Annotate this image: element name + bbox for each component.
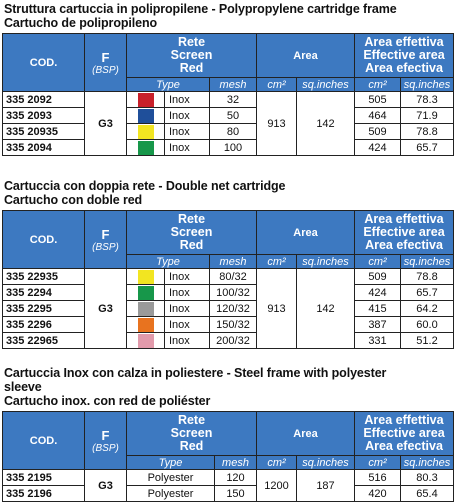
- color-swatch: [127, 269, 165, 285]
- header-cod: COD.: [3, 412, 85, 470]
- header-rete: [127, 34, 257, 78]
- header-rete-es: Red: [179, 61, 204, 75]
- header-f-label: F: [101, 226, 110, 242]
- product-code: 335 2196: [3, 486, 85, 502]
- header-bsp: (BSP): [92, 241, 119, 253]
- color-swatch: [127, 333, 165, 349]
- eff-area-cm2: 516: [355, 470, 401, 486]
- mesh-value: 120: [215, 470, 257, 486]
- header-cm2: cm²: [257, 255, 297, 269]
- header-type: Type: [127, 255, 210, 269]
- eff-area-cm2: 509: [355, 269, 401, 285]
- eff-area-cm2: 387: [355, 317, 401, 333]
- product-code: 335 2294: [3, 285, 85, 301]
- screen-type: Inox: [165, 285, 210, 301]
- header-type: Type: [127, 78, 210, 92]
- product-code: 335 2195: [3, 470, 85, 486]
- header-bsp: (BSP): [92, 64, 119, 76]
- color-swatch-fill: [138, 141, 154, 155]
- area-cm2: 913: [257, 269, 297, 349]
- header-area-eff: [355, 412, 454, 456]
- header-eff-cm2: cm²: [355, 78, 401, 92]
- header-eff-cm2: cm²: [355, 255, 401, 269]
- header-area-eff-it: Area effettiva: [364, 35, 444, 49]
- header-eff-sqin: sq.inches: [401, 456, 454, 470]
- table-row: [3, 269, 454, 285]
- section-title-line2: Cartucho de polipropileno: [4, 16, 158, 30]
- color-swatch-fill: [138, 318, 154, 332]
- header-area-eff-es: Area efectiva: [365, 61, 443, 75]
- header-area-eff-it: Area effettiva: [364, 212, 444, 226]
- header-rete-it: Rete: [177, 35, 206, 49]
- header-area-eff-es: Area efectiva: [365, 238, 443, 252]
- thread-size: G3: [85, 92, 127, 156]
- table-row: [3, 124, 454, 140]
- header-eff-sqin: sq.inches: [401, 255, 454, 269]
- header-area-eff: [355, 211, 454, 255]
- header-area-eff-en: Effective area: [363, 225, 445, 239]
- screen-type: Inox: [165, 333, 210, 349]
- product-code: 335 2094: [3, 140, 85, 156]
- color-swatch-fill: [138, 302, 154, 316]
- header-area-eff-en: Effective area: [363, 48, 445, 62]
- area-cm2: 913: [257, 92, 297, 156]
- color-swatch-fill: [138, 270, 154, 284]
- mesh-value: 50: [210, 108, 257, 124]
- thread-size: G3: [85, 470, 127, 502]
- color-swatch: [127, 285, 165, 301]
- cartridge-table: [2, 210, 454, 349]
- mesh-value: 80: [210, 124, 257, 140]
- header-rete-it: Rete: [177, 413, 206, 427]
- eff-area-cm2: 420: [355, 486, 401, 502]
- table-row: [3, 140, 454, 156]
- screen-type: Polyester: [127, 470, 215, 486]
- screen-type: Inox: [165, 124, 210, 140]
- screen-type: Inox: [165, 108, 210, 124]
- header-mesh: mesh: [215, 456, 257, 470]
- eff-area-sqin: 65.7: [401, 285, 454, 301]
- header-area-eff: [355, 34, 454, 78]
- product-code: 335 2295: [3, 301, 85, 317]
- mesh-value: 150: [215, 486, 257, 502]
- eff-area-cm2: 464: [355, 108, 401, 124]
- mesh-value: 100: [210, 140, 257, 156]
- table-row: [3, 486, 454, 502]
- color-swatch: [127, 124, 165, 140]
- section-title-line1: Cartuccia Inox con calza in poliestere - Steel frame with polyester sleeve: [4, 366, 387, 394]
- mesh-value: 32: [210, 92, 257, 108]
- eff-area-sqin: 65.7: [401, 140, 454, 156]
- header-rete: [127, 211, 257, 255]
- screen-type: Inox: [165, 317, 210, 333]
- header-area-eff-en: Effective area: [363, 426, 445, 440]
- screen-type: Inox: [165, 92, 210, 108]
- eff-area-cm2: 331: [355, 333, 401, 349]
- header-area-eff-it: Area effettiva: [364, 413, 444, 427]
- header-f: [85, 412, 127, 470]
- screen-type: Inox: [165, 301, 210, 317]
- area-sqin: 142: [297, 92, 355, 156]
- header-sqin: sq.inches: [297, 255, 355, 269]
- header-f-label: F: [101, 49, 110, 65]
- thread-size: G3: [85, 269, 127, 349]
- area-sqin: 142: [297, 269, 355, 349]
- header-mesh: mesh: [210, 255, 257, 269]
- header-rete-en: Screen: [170, 426, 213, 440]
- section-title-line1: Struttura cartuccia in polipropilene - Polypropylene cartridge frame: [4, 2, 397, 16]
- eff-area-sqin: 78.8: [401, 124, 454, 140]
- screen-type: Polyester: [127, 486, 215, 502]
- header-area: Area: [257, 34, 355, 78]
- eff-area-cm2: 415: [355, 301, 401, 317]
- header-eff-cm2: cm²: [355, 456, 401, 470]
- eff-area-sqin: 71.9: [401, 108, 454, 124]
- header-cod: COD.: [3, 34, 85, 92]
- color-swatch: [127, 301, 165, 317]
- header-bsp: (BSP): [92, 442, 119, 454]
- header-rete-es: Red: [179, 238, 204, 252]
- section-double-net: [0, 179, 451, 349]
- color-swatch-fill: [138, 109, 154, 123]
- mesh-value: 120/32: [210, 301, 257, 317]
- color-swatch: [127, 140, 165, 156]
- header-rete-en: Screen: [170, 225, 213, 239]
- product-code: 335 2092: [3, 92, 85, 108]
- header-cm2: cm²: [257, 78, 297, 92]
- header-area: Area: [257, 211, 355, 255]
- product-code: 335 20935: [3, 124, 85, 140]
- color-swatch-fill: [138, 125, 154, 139]
- mesh-value: 100/32: [210, 285, 257, 301]
- section-title-line2: Cartucho con doble red: [4, 193, 143, 207]
- header-area: Area: [257, 412, 355, 456]
- area-sqin: 187: [297, 470, 355, 502]
- screen-type: Inox: [165, 269, 210, 285]
- header-area-eff-es: Area efectiva: [365, 439, 443, 453]
- eff-area-cm2: 424: [355, 140, 401, 156]
- table-row: [3, 108, 454, 124]
- eff-area-sqin: 78.8: [401, 269, 454, 285]
- table-row: [3, 301, 454, 317]
- product-code: 335 2093: [3, 108, 85, 124]
- header-cod: COD.: [3, 211, 85, 269]
- color-swatch-fill: [138, 286, 154, 300]
- eff-area-cm2: 509: [355, 124, 401, 140]
- section-polypropylene: [0, 2, 451, 156]
- header-f-label: F: [101, 427, 110, 443]
- mesh-value: 150/32: [210, 317, 257, 333]
- eff-area-sqin: 60.0: [401, 317, 454, 333]
- header-rete-it: Rete: [177, 212, 206, 226]
- eff-area-sqin: 64.2: [401, 301, 454, 317]
- table-row: [3, 92, 454, 108]
- header-type: Type: [127, 456, 215, 470]
- header-sqin: sq.inches: [297, 78, 355, 92]
- product-code: 335 22935: [3, 269, 85, 285]
- product-code: 335 22965: [3, 333, 85, 349]
- section-title-line2: Cartucho inox. con red de poliéster: [4, 394, 211, 408]
- eff-area-cm2: 505: [355, 92, 401, 108]
- header-cm2: cm²: [257, 456, 297, 470]
- product-code: 335 2296: [3, 317, 85, 333]
- header-mesh: mesh: [210, 78, 257, 92]
- color-swatch-fill: [138, 334, 154, 348]
- header-f: [85, 211, 127, 269]
- header-rete-en: Screen: [170, 48, 213, 62]
- color-swatch-fill: [138, 93, 154, 107]
- screen-type: Inox: [165, 140, 210, 156]
- section-title-line1: Cartuccia con doppia rete - Double net cartridge: [4, 179, 286, 193]
- color-swatch: [127, 108, 165, 124]
- table-row: [3, 333, 454, 349]
- eff-area-sqin: 51.2: [401, 333, 454, 349]
- table-row: [3, 470, 454, 486]
- header-rete: [127, 412, 257, 456]
- area-cm2: 1200: [257, 470, 297, 502]
- mesh-value: 200/32: [210, 333, 257, 349]
- eff-area-sqin: 65.4: [401, 486, 454, 502]
- header-f: [85, 34, 127, 92]
- eff-area-sqin: 80.3: [401, 470, 454, 486]
- eff-area-cm2: 424: [355, 285, 401, 301]
- header-eff-sqin: sq.inches: [401, 78, 454, 92]
- color-swatch: [127, 92, 165, 108]
- header-rete-es: Red: [179, 439, 204, 453]
- color-swatch: [127, 317, 165, 333]
- section-polyester-sleeve: [0, 366, 451, 502]
- cartridge-table: [2, 411, 454, 502]
- table-row: [3, 317, 454, 333]
- header-sqin: sq.inches: [297, 456, 355, 470]
- eff-area-sqin: 78.3: [401, 92, 454, 108]
- mesh-value: 80/32: [210, 269, 257, 285]
- table-row: [3, 285, 454, 301]
- cartridge-table: [2, 33, 454, 156]
